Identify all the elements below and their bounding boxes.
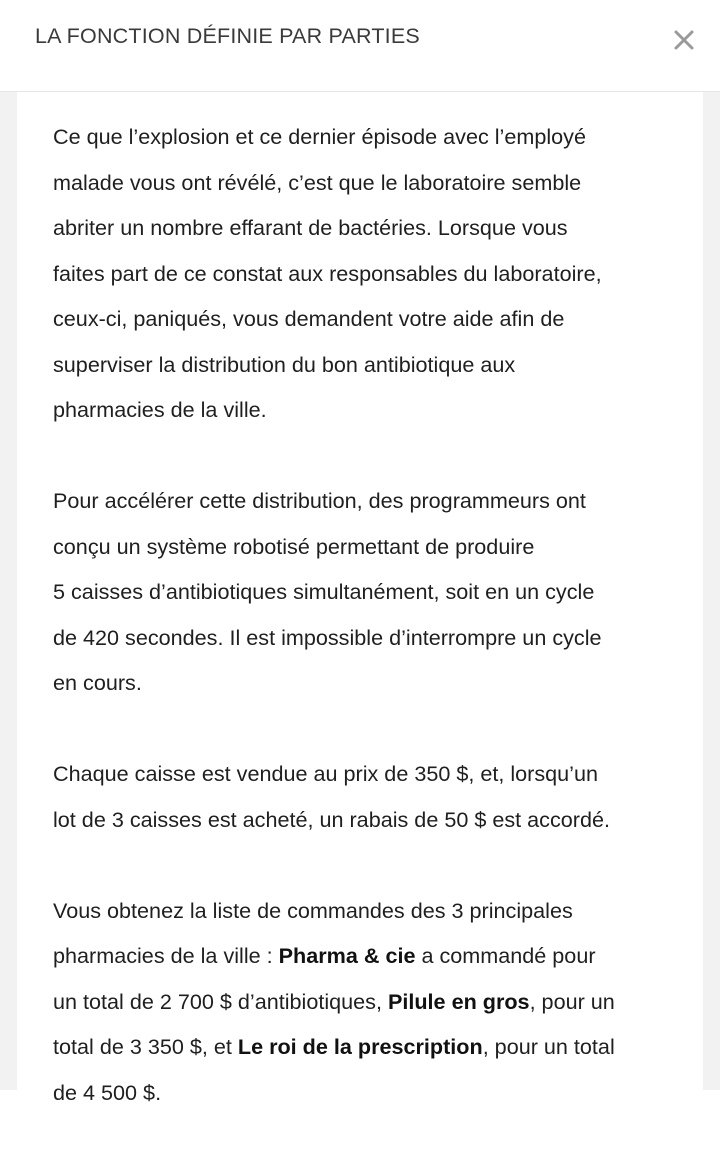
pharmacy-name-pilule-en-gros: Pilule en gros: [387, 988, 530, 1014]
modal-header: [0, 0, 720, 92]
paragraph-pricing: Chaque caisse est vendue au prix de 350 $, et, lorsqu’un lot de 3 caisses est acheté, un rabais de 50 $ est accordé.: [53, 761, 610, 832]
content-card[interactable]: [17, 92, 703, 1105]
paragraph-orders: [53, 888, 683, 1116]
orders-text-3: , pour un total de 3 350 $, et: [53, 988, 615, 1059]
pharmacy-name-roi-prescription: Le roi de la prescription: [237, 1034, 483, 1059]
modal-title: LA FONCTION DÉFINIE PAR PARTIES: [35, 24, 420, 48]
pharmacy-name-pharma-cie: Pharma & cie: [278, 943, 416, 968]
story-text: [53, 114, 683, 1161]
orders-text-1: Vous obtenez la liste de commandes des 3 principales pharmacies de la ville :: [53, 897, 573, 968]
paragraph-explosion: Ce que l’explosion et ce dernier épisode avec l’employé malade vous ont révélé, c’est que le laboratoire semble abriter un nombre effarant de bactéries. Lorsque vous faites part de ce constat aux responsables du laboratoire, ceux-ci, paniqués, vous demandent votre aide afin de superviser la distribution du bon antibiotique aux pharmacies de la ville.: [53, 124, 602, 422]
close-button[interactable]: [672, 28, 696, 52]
orders-text-2: a commandé pour un total de 2 700 $ d’antibiotiques,: [53, 943, 596, 1014]
orders-text-4: , pour un total de 4 500 $.: [53, 1034, 615, 1105]
close-icon: [672, 28, 696, 52]
paragraph-robot-system: Pour accélérer cette distribution, des programmeurs ont conçu un système robotisé permettant de produire 5 caisses d’antibiotiques simultanément, soit en un cycle de 420 secondes. Il est impossible d’interrompre un cycle en cours.: [53, 488, 602, 695]
